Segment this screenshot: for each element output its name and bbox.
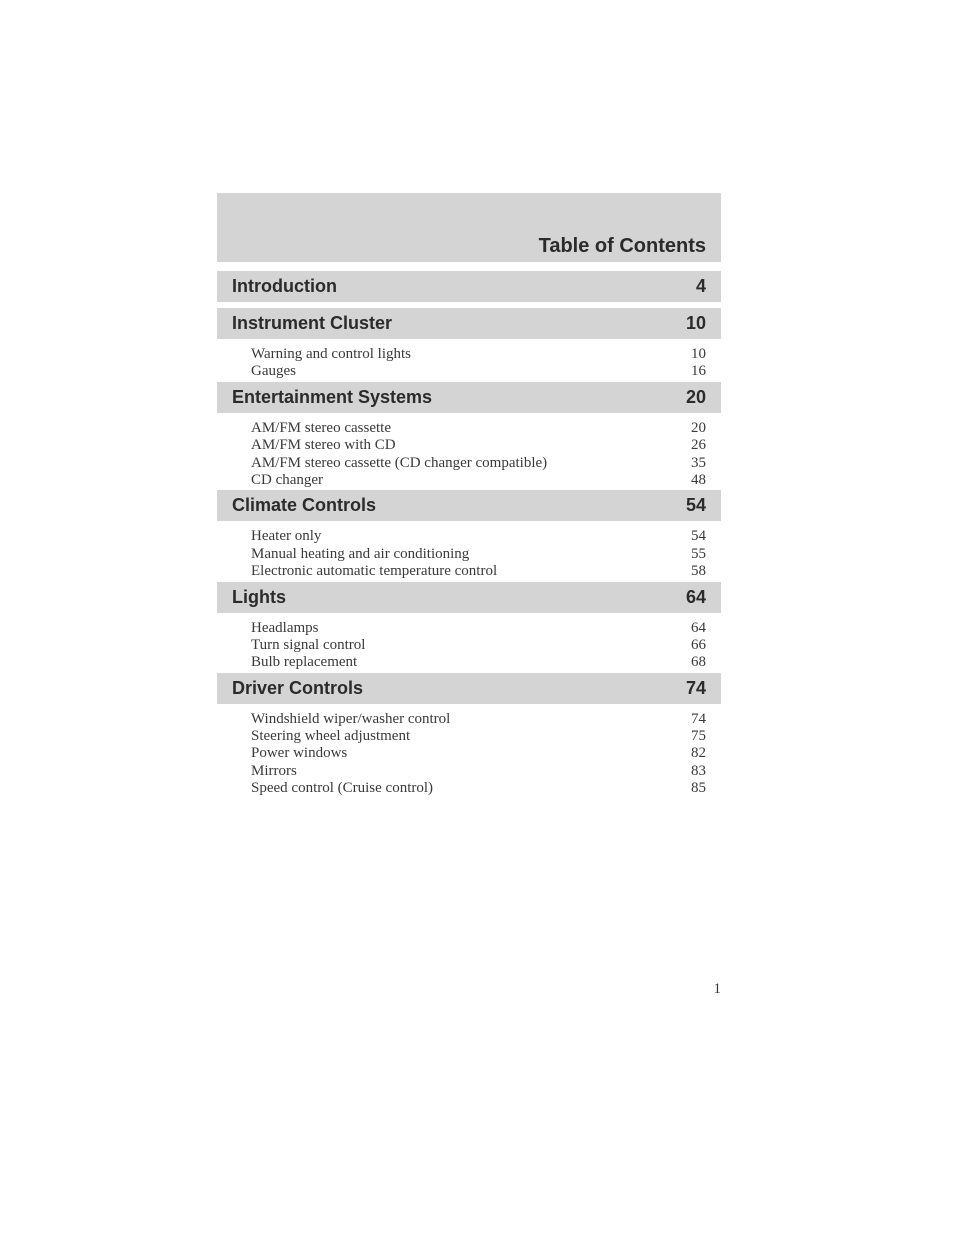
entry-label: Gauges [251,363,296,380]
section-title: Driver Controls [232,677,364,698]
section-title: Introduction [232,276,337,296]
section-page: 54 [685,495,706,516]
section-title: Entertainment Systems [232,386,433,407]
entry-page: 54 [691,528,706,545]
entry-page: 35 [691,454,706,471]
entry-page: 68 [691,654,706,671]
section-heading[interactable] [217,271,721,302]
section-title: Climate Controls [232,495,377,516]
section-heading[interactable] [217,582,721,613]
entry-label: Headlamps [251,619,319,636]
toc-entry[interactable] [251,654,706,671]
section-entries [217,413,721,491]
section-page: 64 [685,586,706,607]
entry-label: Electronic automatic temperature control [251,563,498,580]
entry-label: Warning and control lights [251,346,412,362]
entry-page: 83 [691,762,706,779]
entry-page: 85 [691,780,706,797]
entry-page: 10 [691,346,706,362]
toc-entry[interactable] [251,745,706,762]
entry-page: 64 [691,619,706,636]
entry-label: Speed control (Cruise control) [251,780,434,797]
entry-label: Steering wheel adjustment [251,728,411,745]
section-entries [217,339,721,382]
toc-entry[interactable] [251,563,706,580]
entry-label: Bulb replacement [251,654,358,671]
toc-entry[interactable] [251,437,706,454]
entry-page: 75 [691,728,706,745]
page-title: Table of Contents [538,235,706,257]
toc-entry[interactable] [251,528,706,545]
toc-entry[interactable] [251,472,706,489]
section-heading[interactable] [217,673,721,704]
toc-entry[interactable] [251,546,706,563]
toc-entry[interactable] [251,780,706,797]
toc-entry[interactable] [251,455,706,472]
section-heading[interactable] [217,490,721,521]
section-page: 10 [685,313,706,333]
entry-page: 82 [691,745,706,762]
toc-entry[interactable] [251,763,706,780]
toc-entry[interactable] [251,346,706,363]
section-page: 20 [685,386,706,407]
section-entries [217,613,721,673]
entry-label: Power windows [251,745,348,762]
entry-label: AM/FM stereo with CD [251,437,396,454]
toc-entry[interactable] [251,728,706,745]
toc-entry[interactable] [251,711,706,728]
entry-page: 66 [691,636,706,653]
section-heading[interactable] [217,382,721,413]
entry-label: Manual heating and air conditioning [251,545,470,562]
section-page: 74 [685,677,706,698]
entry-page: 55 [691,545,706,562]
entry-page: 16 [691,363,706,380]
entry-label: Heater only [251,528,322,545]
page-number: 1 [713,981,721,997]
toc-header-banner [217,193,721,262]
section-heading[interactable] [217,308,721,339]
entry-label: Turn signal control [251,636,366,653]
entry-label: AM/FM stereo cassette (CD changer compatible) [251,454,548,471]
entry-page: 74 [691,710,706,727]
section-entries [217,704,721,799]
section-entries [217,521,721,581]
entry-label: Mirrors [251,762,297,779]
toc-entry[interactable] [251,620,706,637]
entry-label: Windshield wiper/washer control [251,710,451,727]
section-title: Lights [232,586,286,607]
toc-entry[interactable] [251,363,706,380]
entry-page: 48 [691,471,706,488]
section-page: 4 [695,276,706,296]
toc-list [217,271,721,799]
toc-entry[interactable] [251,637,706,654]
section-title: Instrument Cluster [232,313,393,333]
entry-label: CD changer [251,471,324,488]
toc-entry[interactable] [251,420,706,437]
entry-label: AM/FM stereo cassette [251,419,391,436]
entry-page: 58 [691,563,706,580]
entry-page: 26 [691,437,706,454]
entry-page: 20 [691,419,706,436]
